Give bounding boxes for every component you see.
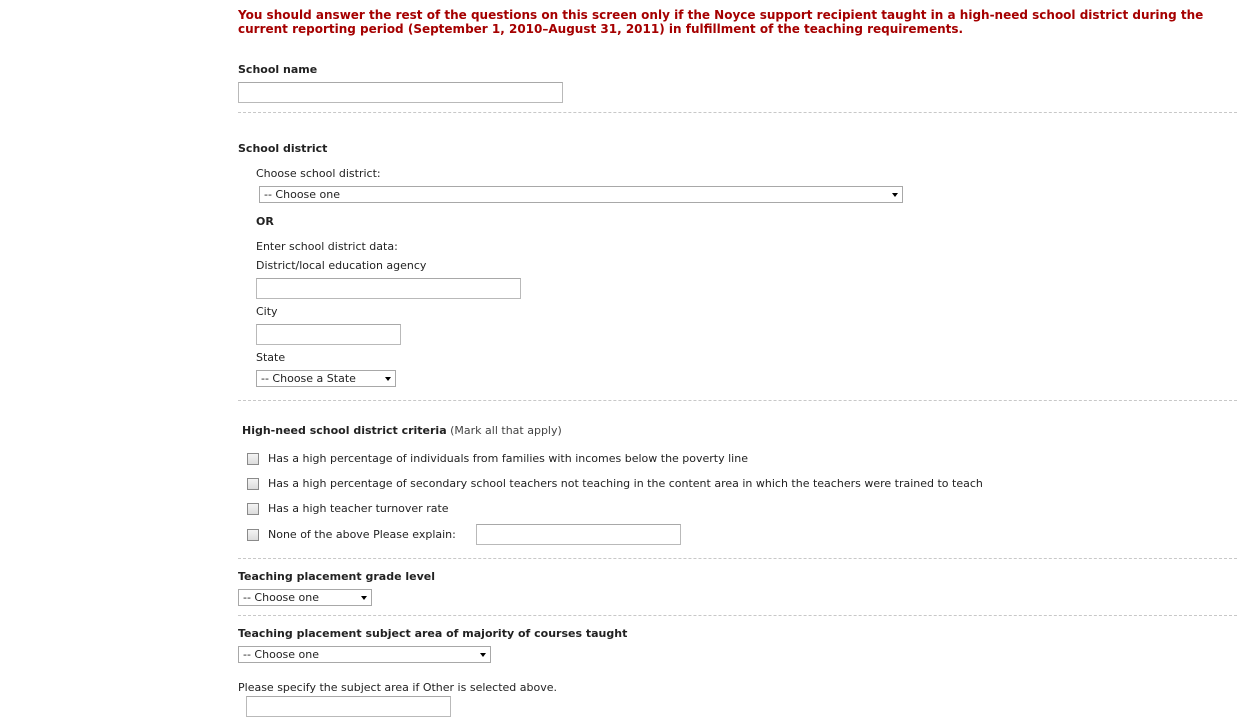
city-input[interactable] — [256, 324, 401, 345]
section-divider — [238, 615, 1237, 616]
criteria-checkbox-none[interactable] — [247, 529, 259, 541]
subject-area-select-value: -- Choose one — [243, 648, 320, 661]
school-name-input[interactable] — [238, 82, 563, 103]
subject-area-label: Teaching placement subject area of majority of courses taught — [238, 627, 628, 640]
school-district-select-value: -- Choose one — [264, 188, 341, 201]
criteria-hint: (Mark all that apply) — [450, 424, 562, 437]
grade-level-select-value: -- Choose one — [243, 591, 320, 604]
section-divider — [238, 558, 1237, 559]
city-label: City — [256, 305, 278, 318]
state-select[interactable] — [256, 370, 396, 387]
criteria-checkbox-turnover[interactable] — [247, 503, 259, 515]
school-district-select[interactable] — [259, 186, 903, 203]
criteria-checkbox-out-of-field[interactable] — [247, 478, 259, 490]
chevron-down-icon — [385, 377, 391, 381]
state-select-value: -- Choose a State — [261, 372, 356, 385]
eligibility-notice: You should answer the rest of the questions on this screen only if the Noyce support recipient taught in a high-need school district during the current reporting period (September 1, 2010–August 31, 2011) in fulfillment of the teaching requirements. — [238, 8, 1204, 36]
chevron-down-icon — [361, 596, 367, 600]
section-divider — [238, 112, 1237, 113]
subject-other-input[interactable] — [246, 696, 451, 717]
enter-district-label: Enter school district data: — [256, 240, 398, 253]
choose-district-label: Choose school district: — [256, 167, 381, 180]
chevron-down-icon — [480, 653, 486, 657]
agency-label: District/local education agency — [256, 259, 427, 272]
school-district-heading: School district — [238, 142, 328, 155]
subject-other-label: Please specify the subject area if Other is selected above. — [238, 681, 557, 694]
criteria-heading — [242, 424, 562, 437]
criteria-checkbox-poverty[interactable] — [247, 453, 259, 465]
grade-level-select[interactable] — [238, 589, 372, 606]
subject-area-select[interactable] — [238, 646, 491, 663]
criteria-option-none: None of the above Please explain: — [268, 528, 456, 541]
or-label: OR — [256, 215, 274, 228]
state-label: State — [256, 351, 286, 364]
school-name-label: School name — [238, 63, 318, 76]
criteria-option-turnover: Has a high teacher turnover rate — [268, 502, 449, 515]
criteria-option-out-of-field: Has a high percentage of secondary school teachers not teaching in the content area in which the teachers were trained to teach — [268, 477, 983, 490]
section-divider — [238, 400, 1237, 401]
criteria-option-poverty: Has a high percentage of individuals from families with incomes below the poverty line — [268, 452, 748, 465]
agency-input[interactable] — [256, 278, 521, 299]
grade-level-label: Teaching placement grade level — [238, 570, 435, 583]
chevron-down-icon — [892, 193, 898, 197]
criteria-heading-label: High-need school district criteria — [242, 424, 447, 437]
criteria-explain-input[interactable] — [476, 524, 681, 545]
